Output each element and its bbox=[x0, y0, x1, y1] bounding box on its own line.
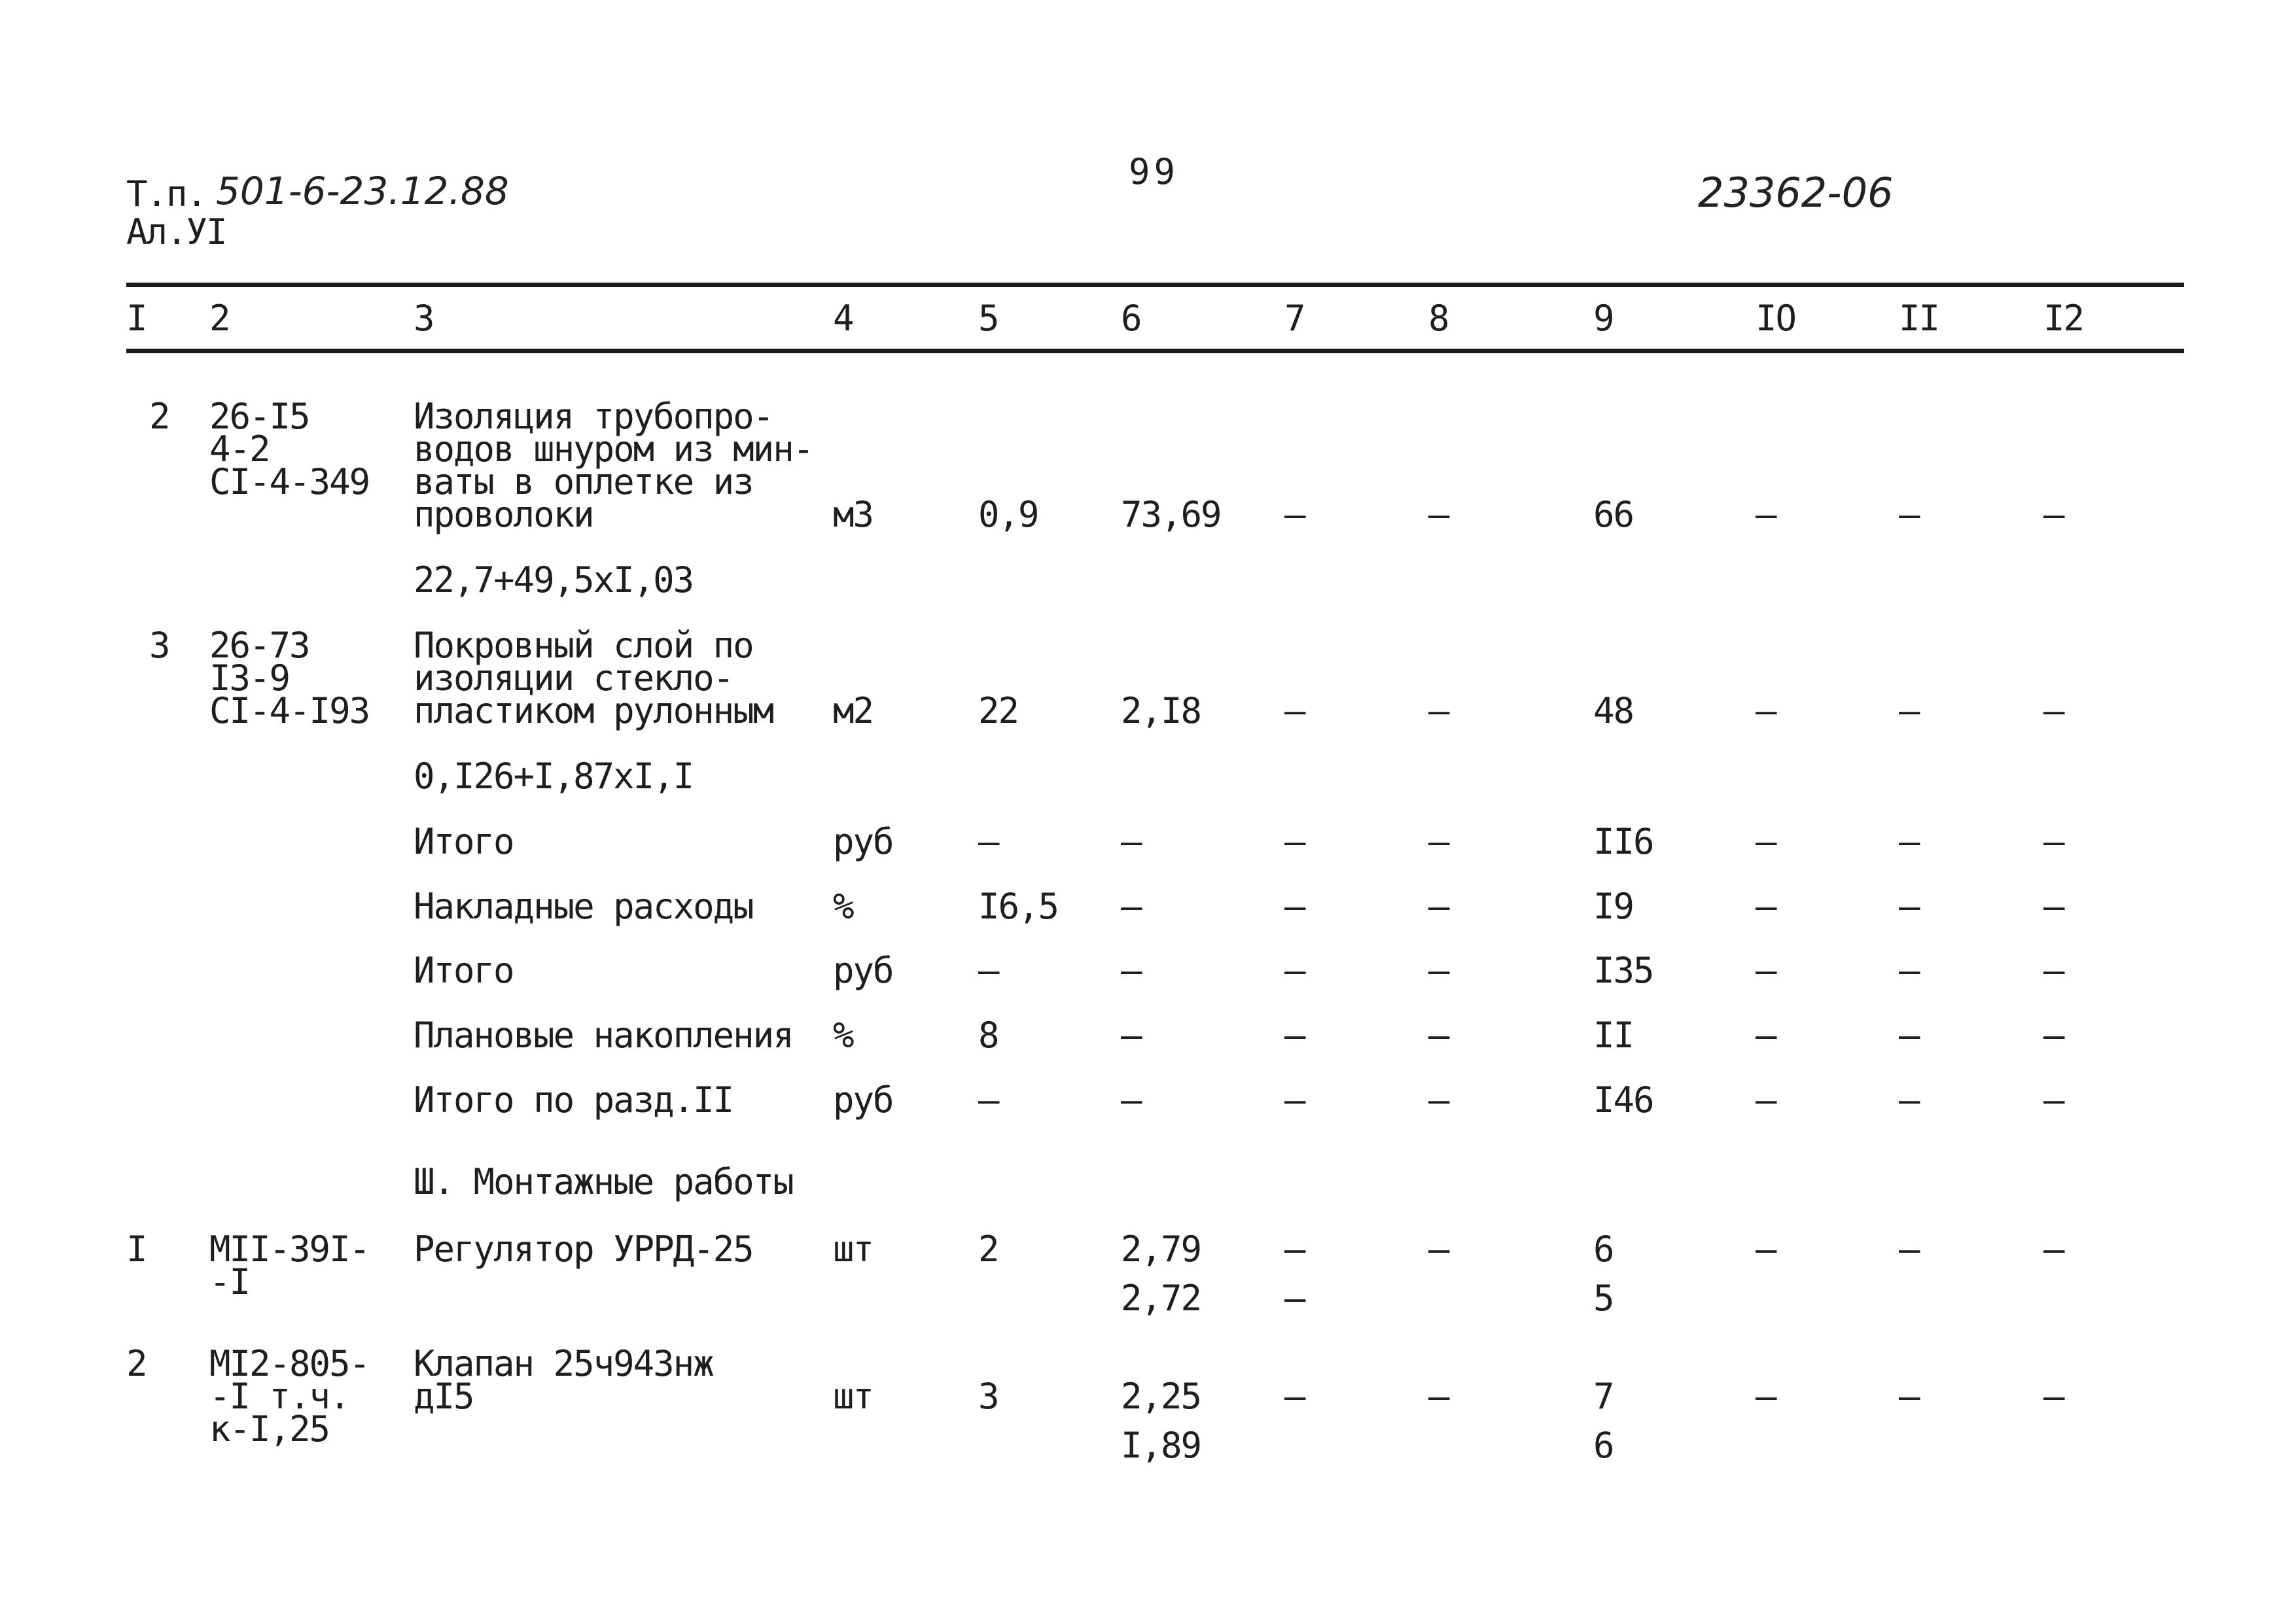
total-value: II bbox=[1593, 1015, 1634, 1056]
col7-value: – bbox=[1284, 1278, 1305, 1319]
unit: руб bbox=[833, 950, 893, 991]
col8-value: – bbox=[1428, 1015, 1449, 1056]
col7-value: – bbox=[1284, 1229, 1305, 1270]
norm-code: MII-39I- bbox=[209, 1229, 370, 1270]
col7-value: – bbox=[1284, 494, 1305, 535]
quantity: – bbox=[978, 821, 998, 862]
col12-value: – bbox=[2043, 1376, 2064, 1417]
unit-price: – bbox=[1121, 950, 1141, 991]
column-header: 5 bbox=[978, 298, 998, 339]
work-name: Регулятор УРРД-25 bbox=[414, 1229, 753, 1270]
norm-code: CI-4-349 bbox=[209, 461, 370, 502]
col10-value: – bbox=[1756, 886, 1776, 927]
col8-value: – bbox=[1428, 690, 1449, 731]
col10-value: – bbox=[1756, 1015, 1776, 1056]
total-value: I35 bbox=[1593, 950, 1653, 991]
work-name: изоляции стекло- bbox=[414, 657, 733, 699]
total-labor-value: 5 bbox=[1593, 1278, 1614, 1319]
page-number: 99 bbox=[1129, 151, 1180, 192]
norm-code: к-I,25 bbox=[209, 1408, 330, 1450]
total-value: I9 bbox=[1593, 886, 1634, 927]
column-header: 8 bbox=[1428, 298, 1449, 339]
col7-value: – bbox=[1284, 1376, 1305, 1417]
col12-value: – bbox=[2043, 494, 2064, 535]
quantity: 22 bbox=[978, 690, 1019, 731]
row-number: 2 bbox=[149, 396, 169, 437]
unit-price-labor: I,89 bbox=[1121, 1425, 1201, 1466]
total-value: 66 bbox=[1593, 494, 1634, 535]
col8-value: – bbox=[1428, 1079, 1449, 1121]
section-title: Ш. Монтажные работы bbox=[414, 1161, 793, 1202]
header-top-rule bbox=[126, 283, 2184, 287]
tp-number: 501-6-23.12.88 bbox=[216, 169, 509, 213]
calc-formula: 22,7+49,5xI,03 bbox=[414, 559, 694, 601]
col11-value: – bbox=[1899, 1079, 1919, 1121]
unit: м2 bbox=[833, 690, 874, 731]
col7-value: – bbox=[1284, 690, 1305, 731]
quantity: – bbox=[978, 1079, 998, 1121]
unit: руб bbox=[833, 821, 893, 862]
unit-price: – bbox=[1121, 821, 1141, 862]
col11-value: – bbox=[1899, 690, 1919, 731]
unit: % bbox=[833, 886, 853, 927]
work-name: Покровный слой по bbox=[414, 625, 753, 666]
column-header: 7 bbox=[1284, 298, 1305, 339]
norm-code: I3-9 bbox=[209, 657, 290, 699]
col8-value: – bbox=[1428, 1229, 1449, 1270]
unit-price: 2,25 bbox=[1121, 1376, 1201, 1417]
work-name: Изоляция трубопро- bbox=[414, 396, 773, 437]
total-value: 7 bbox=[1593, 1376, 1614, 1417]
column-header: 4 bbox=[833, 298, 853, 339]
unit: % bbox=[833, 1015, 853, 1056]
unit: шт bbox=[833, 1376, 874, 1417]
quantity: – bbox=[978, 950, 998, 991]
column-header: 2 bbox=[209, 298, 230, 339]
quantity: 2 bbox=[978, 1229, 998, 1270]
col7-value: – bbox=[1284, 1015, 1305, 1056]
total-labor-value: 6 bbox=[1593, 1425, 1614, 1466]
unit-price-labor: 2,72 bbox=[1121, 1278, 1201, 1319]
total-value: 6 bbox=[1593, 1229, 1614, 1270]
summary-label: Накладные расходы bbox=[414, 886, 753, 927]
row-number: 3 bbox=[149, 625, 169, 666]
header-bottom-rule bbox=[126, 349, 2184, 353]
work-name: проволоки bbox=[414, 494, 593, 535]
col12-value: – bbox=[2043, 1015, 2064, 1056]
summary-label: Итого bbox=[414, 950, 514, 991]
unit: м3 bbox=[833, 494, 874, 535]
col11-value: – bbox=[1899, 1229, 1919, 1270]
tp-prefix: Т.п. bbox=[126, 173, 207, 215]
column-header: IO bbox=[1756, 298, 1796, 339]
col7-value: – bbox=[1284, 821, 1305, 862]
col10-value: – bbox=[1756, 821, 1776, 862]
col12-value: – bbox=[2043, 886, 2064, 927]
col10-value: – bbox=[1756, 950, 1776, 991]
total-value: I46 bbox=[1593, 1079, 1653, 1121]
norm-code: -I bbox=[209, 1261, 250, 1302]
quantity: 8 bbox=[978, 1015, 998, 1056]
row-number: I bbox=[126, 1229, 147, 1270]
work-name: Клапан 25ч943нж bbox=[414, 1343, 713, 1384]
work-name: водов шнуром из мин- bbox=[414, 428, 813, 470]
row-number: 2 bbox=[126, 1343, 147, 1384]
column-header: 9 bbox=[1593, 298, 1614, 339]
quantity: 3 bbox=[978, 1376, 998, 1417]
col7-value: – bbox=[1284, 886, 1305, 927]
summary-label: Итого bbox=[414, 821, 514, 862]
unit-price: – bbox=[1121, 886, 1141, 927]
col8-value: – bbox=[1428, 950, 1449, 991]
col10-value: – bbox=[1756, 494, 1776, 535]
work-name: дI5 bbox=[414, 1376, 474, 1417]
col12-value: – bbox=[2043, 690, 2064, 731]
col12-value: – bbox=[2043, 821, 2064, 862]
col12-value: – bbox=[2043, 950, 2064, 991]
col7-value: – bbox=[1284, 950, 1305, 991]
col10-value: – bbox=[1756, 1229, 1776, 1270]
col7-value: – bbox=[1284, 1079, 1305, 1121]
norm-code: -I т.ч. bbox=[209, 1376, 349, 1417]
quantity: 0,9 bbox=[978, 494, 1038, 535]
column-header: 3 bbox=[414, 298, 434, 339]
norm-code: 26-I5 bbox=[209, 396, 309, 437]
column-header: II bbox=[1899, 298, 1939, 339]
unit-price: – bbox=[1121, 1015, 1141, 1056]
col11-value: – bbox=[1899, 494, 1919, 535]
summary-label: Плановые накопления bbox=[414, 1015, 793, 1056]
quantity: I6,5 bbox=[978, 886, 1059, 927]
norm-code: MI2-805- bbox=[209, 1343, 370, 1384]
col10-value: – bbox=[1756, 1376, 1776, 1417]
col10-value: – bbox=[1756, 690, 1776, 731]
total-value: 48 bbox=[1593, 690, 1634, 731]
col11-value: – bbox=[1899, 1015, 1919, 1056]
col12-value: – bbox=[2043, 1229, 2064, 1270]
column-header: I2 bbox=[2043, 298, 2084, 339]
col10-value: – bbox=[1756, 1079, 1776, 1121]
col8-value: – bbox=[1428, 494, 1449, 535]
column-header: I bbox=[126, 298, 147, 339]
summary-label: Итого по разд.II bbox=[414, 1079, 733, 1121]
unit: шт bbox=[833, 1229, 874, 1270]
col8-value: – bbox=[1428, 886, 1449, 927]
column-header: 6 bbox=[1121, 298, 1141, 339]
norm-code: 26-73 bbox=[209, 625, 309, 666]
unit-price: 2,I8 bbox=[1121, 690, 1201, 731]
document-code: 23362-06 bbox=[1698, 169, 1894, 217]
work-name: пластиком рулонным bbox=[414, 690, 773, 731]
col11-value: – bbox=[1899, 821, 1919, 862]
col8-value: – bbox=[1428, 821, 1449, 862]
norm-code: CI-4-I93 bbox=[209, 690, 370, 731]
unit-price: – bbox=[1121, 1079, 1141, 1121]
norm-code: 4-2 bbox=[209, 428, 270, 470]
total-value: II6 bbox=[1593, 821, 1653, 862]
col12-value: – bbox=[2043, 1079, 2064, 1121]
unit-price: 2,79 bbox=[1121, 1229, 1201, 1270]
unit-price: 73,69 bbox=[1121, 494, 1221, 535]
work-name: ваты в оплетке из bbox=[414, 461, 753, 502]
col11-value: – bbox=[1899, 950, 1919, 991]
calc-formula: 0,I26+I,87xI,I bbox=[414, 756, 694, 797]
unit: руб bbox=[833, 1079, 893, 1121]
album-label: Ал.УI bbox=[126, 211, 226, 253]
col11-value: – bbox=[1899, 1376, 1919, 1417]
col8-value: – bbox=[1428, 1376, 1449, 1417]
col11-value: – bbox=[1899, 886, 1919, 927]
